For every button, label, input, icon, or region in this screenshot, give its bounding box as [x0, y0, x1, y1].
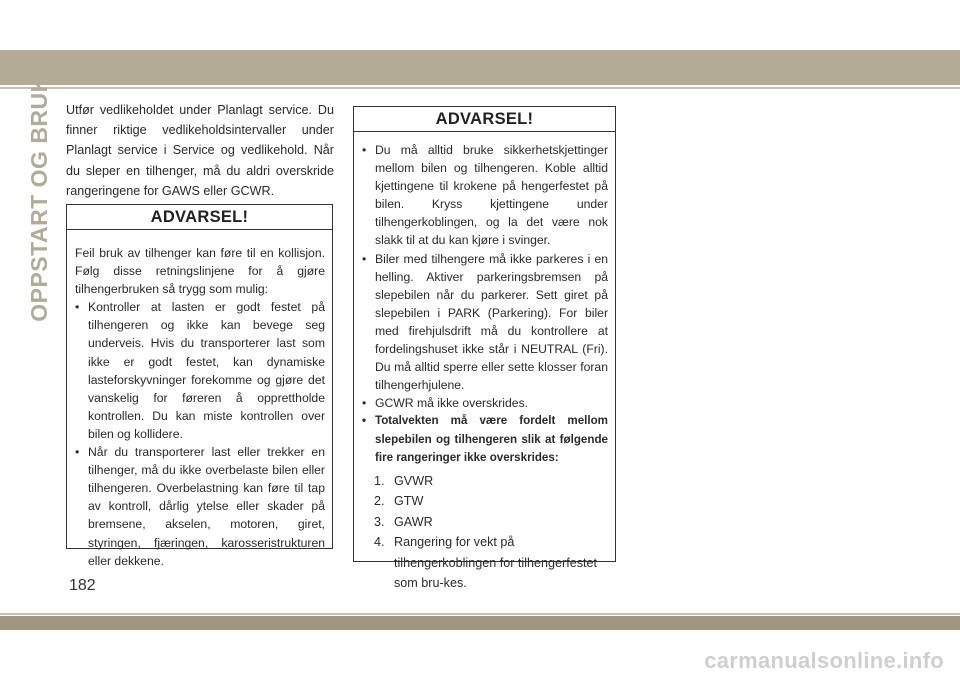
page-number: 182: [69, 577, 96, 594]
warning-heading: ADVARSEL!: [354, 107, 615, 132]
warning-list: [362, 141, 608, 467]
warning-list: [75, 298, 325, 569]
bullet-icon: •: [362, 414, 367, 428]
warning-item: • Biler med tilhengere må ikke parkeres i en helling. Aktiver parkeringsbremsen på slepebilen når du parkerer. Sett giret på slepebilen i PARK (Parkering). For biler med firehjulsdrift må du kontrollere at fordelingshuset ikke står i NEUTRAL (Fri). Du må alltid sperre eller sette klosser foran tilhengerhjulene.: [362, 251, 608, 393]
rating-list: [362, 471, 608, 594]
warning-heading: ADVARSEL!: [67, 205, 332, 230]
section-title: OPPSTART OG BRUK: [25, 74, 52, 322]
warning-item: • Du må alltid bruke sikkerhetskjettinger mellom bilen og tilhengeren. Koble alltid kjettingene til krokene på hengerfestet på bilen. Kryss kjettingene under tilhengerkoblingen, og la det være nok slakk til at du kan kjøre i svinger.: [362, 143, 608, 248]
warning-box-left: [66, 204, 333, 568]
warning-item: • GCWR må ikke overskrides.: [362, 394, 608, 412]
warning-body: [354, 132, 615, 594]
rating-item: 4. Rangering for vekt på tilhengerkoblingen for tilhengerfestet som bru-kes.: [374, 535, 598, 591]
warning-item: • Når du transporterer last eller trekker en tilhenger, må du ikke overbelaste bilen eller tilhengeren. Overbelastning kan føre til tap av kontroll, dårlig ytelse eller skader på bremsene, akselen, motoren, giret, styringen, fjæringen, karosseristrukturen eller dekkene.: [75, 445, 325, 568]
warning-intro: Feil bruk av tilhenger kan føre til en kollisjon. Følg disse retningslinjene for å gjøre tilhengerbruken så trygg som mulig:: [75, 246, 325, 297]
rating-item: 3. GAWR: [374, 514, 433, 529]
bullet-icon: •: [362, 143, 367, 157]
rating-item: 2. GTW: [374, 494, 424, 509]
section-tab: [22, 74, 56, 322]
top-margin: [0, 0, 960, 50]
footer-bar: [0, 616, 960, 630]
header-bar: [0, 50, 960, 85]
rating-item: 1. GVWR: [374, 473, 434, 488]
bullet-icon: •: [362, 251, 367, 266]
warning-item-bold: • Totalvekten må være fordelt mellom slepebilen og tilhengeren slik at følgende fire rangeringer ikke overskrides:: [362, 414, 608, 464]
bullet-icon: •: [75, 300, 80, 315]
warning-box-right: [353, 106, 616, 591]
intro-paragraph: Utfør vedlikeholdet under Planlagt service. Du finner riktige vedlikeholdsintervaller under Planlagt service i Service og vedlikehold. Når du sleper en tilhenger, må du aldri overskride rangeringene for GAWS eller GCWR.: [66, 103, 334, 198]
bullet-icon: •: [362, 396, 367, 411]
footer-rule: [0, 613, 960, 615]
bullet-icon: •: [75, 445, 80, 460]
header-rule: [0, 87, 960, 89]
watermark: carmanualsonline.info: [704, 648, 944, 673]
warning-body: [67, 230, 332, 570]
warning-item: • Kontroller at lasten er godt festet på tilhengeren og ikke kan bevege seg underveis. Hvis du transporterer last som ikke er godt festet, kan dynamiske lasteforskyvninger forekomme og gjøre det vanskelig for føreren å opprettholde kontrollen. Du kan miste kontrollen over bilen og kollidere.: [75, 300, 325, 441]
